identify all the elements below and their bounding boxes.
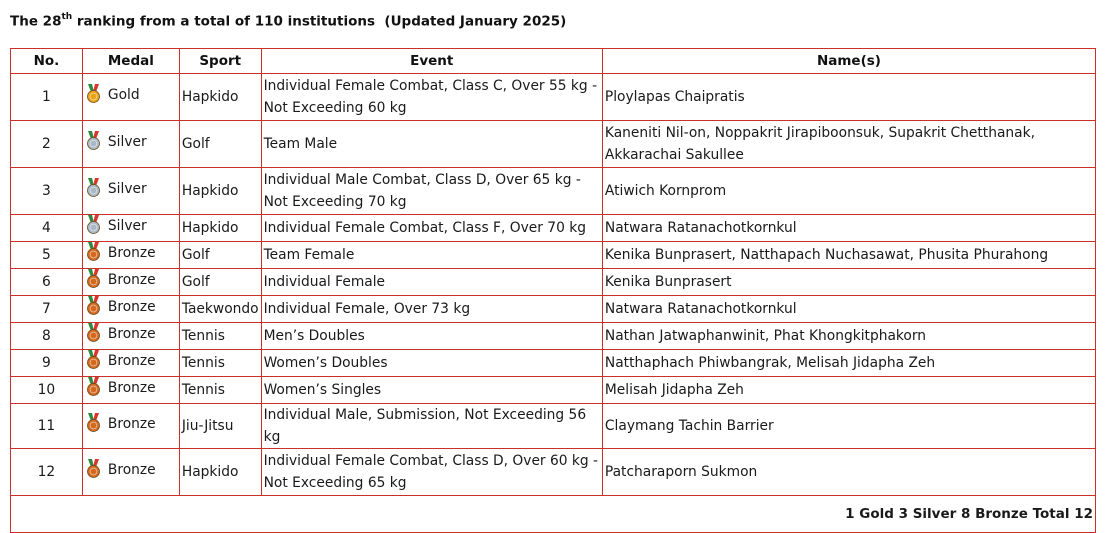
sport-cell: Hapkido [179, 449, 261, 496]
row-number: 12 [11, 449, 83, 496]
row-number: 3 [11, 168, 83, 215]
title-ordinal-suffix: th [61, 12, 73, 22]
column-header-event: Event [261, 49, 602, 74]
medal-label: Silver [107, 181, 147, 197]
names-cell: Natthaphach Phiwbangrak, Melisah Jidapha Zeh [602, 350, 1095, 377]
sport-cell: Jiu-Jitsu [179, 404, 261, 449]
row-number: 5 [11, 242, 83, 269]
medal-cell [82, 74, 179, 121]
event-cell: Individual Male, Submission, Not Exceeding 56 kg [261, 404, 602, 449]
medal-cell [82, 242, 179, 269]
medal-cell [82, 121, 179, 168]
sport-cell: Golf [179, 121, 261, 168]
medal-label: Bronze [107, 245, 156, 261]
medal-cell [82, 404, 179, 449]
names-cell: Kaneniti Nil-on, Noppakrit Jirapiboonsuk, Supakrit Chetthanak, Akkarachai Sakullee [602, 121, 1095, 168]
names-cell: Kenika Bunprasert [602, 269, 1095, 296]
totals-row [11, 496, 1096, 533]
event-cell: Team Female [261, 242, 602, 269]
bronze-medal-icon [85, 377, 102, 403]
sport-cell: Tennis [179, 377, 261, 404]
silver-medal-icon [85, 131, 102, 157]
column-header-medal: Medal [82, 49, 179, 74]
medal-cell [82, 350, 179, 377]
column-header-no: No. [11, 49, 83, 74]
table-row [11, 269, 1096, 296]
bronze-medal-icon [85, 269, 102, 295]
medal-label: Bronze [107, 380, 156, 396]
medal-table [10, 48, 1096, 533]
table-row [11, 215, 1096, 242]
medal-label: Silver [107, 134, 147, 150]
table-row [11, 296, 1096, 323]
medal-label: Silver [107, 218, 147, 234]
table-row [11, 242, 1096, 269]
title-text-rest: ranking from a total of 110 institutions (Updated January 2025) [72, 13, 567, 30]
bronze-medal-icon [85, 413, 102, 439]
bronze-medal-icon [85, 350, 102, 376]
column-header-names: Name(s) [602, 49, 1095, 74]
header-row [11, 49, 1096, 74]
sport-cell: Golf [179, 269, 261, 296]
names-cell: Melisah Jidapha Zeh [602, 377, 1095, 404]
sport-cell: Hapkido [179, 215, 261, 242]
table-row [11, 377, 1096, 404]
event-cell: Men’s Doubles [261, 323, 602, 350]
medal-cell [82, 168, 179, 215]
row-number: 10 [11, 377, 83, 404]
names-cell: Atiwich Kornprom [602, 168, 1095, 215]
row-number: 4 [11, 215, 83, 242]
table-row [11, 350, 1096, 377]
table-row [11, 449, 1096, 496]
medal-cell [82, 269, 179, 296]
medal-cell [82, 377, 179, 404]
bronze-medal-icon [85, 323, 102, 349]
row-number: 8 [11, 323, 83, 350]
sport-cell: Tennis [179, 350, 261, 377]
table-row [11, 168, 1096, 215]
medal-label: Bronze [107, 299, 156, 315]
silver-medal-icon [85, 215, 102, 241]
sport-cell: Hapkido [179, 74, 261, 121]
title-text: The 28 [10, 13, 62, 30]
medal-label: Gold [107, 87, 140, 103]
medal-cell [82, 296, 179, 323]
column-header-sport: Sport [179, 49, 261, 74]
names-cell: Natwara Ratanachotkornkul [602, 296, 1095, 323]
sport-cell: Hapkido [179, 168, 261, 215]
sport-cell: Taekwondo [179, 296, 261, 323]
row-number: 11 [11, 404, 83, 449]
event-cell: Women’s Doubles [261, 350, 602, 377]
bronze-medal-icon [85, 459, 102, 485]
names-cell: Patcharaporn Sukmon [602, 449, 1095, 496]
row-number: 6 [11, 269, 83, 296]
event-cell: Individual Female, Over 73 kg [261, 296, 602, 323]
names-cell: Kenika Bunprasert, Natthapach Nuchasawat, Phusita Phurahong [602, 242, 1095, 269]
row-number: 2 [11, 121, 83, 168]
event-cell: Individual Female Combat, Class D, Over 60 kg - Not Exceeding 65 kg [261, 449, 602, 496]
table-row [11, 74, 1096, 121]
medal-label: Bronze [107, 462, 156, 478]
names-cell: Ploylapas Chaipratis [602, 74, 1095, 121]
table-row [11, 404, 1096, 449]
bronze-medal-icon [85, 296, 102, 322]
names-cell: Nathan Jatwaphanwinit, Phat Khongkitphakorn [602, 323, 1095, 350]
table-row [11, 121, 1096, 168]
bronze-medal-icon [85, 242, 102, 268]
medal-cell [82, 323, 179, 350]
names-cell: Claymang Tachin Barrier [602, 404, 1095, 449]
table-row [11, 323, 1096, 350]
names-cell: Natwara Ratanachotkornkul [602, 215, 1095, 242]
event-cell: Team Male [261, 121, 602, 168]
table-body [11, 74, 1096, 496]
medal-label: Bronze [107, 416, 156, 432]
medal-label: Bronze [107, 272, 156, 288]
row-number: 9 [11, 350, 83, 377]
medal-cell [82, 215, 179, 242]
event-cell: Individual Female Combat, Class F, Over 70 kg [261, 215, 602, 242]
event-cell: Individual Female Combat, Class C, Over 55 kg - Not Exceeding 60 kg [261, 74, 602, 121]
medal-label: Bronze [107, 353, 156, 369]
gold-medal-icon [85, 84, 102, 110]
medal-cell [82, 449, 179, 496]
medal-label: Bronze [107, 326, 156, 342]
row-number: 1 [11, 74, 83, 121]
row-number: 7 [11, 296, 83, 323]
sport-cell: Tennis [179, 323, 261, 350]
page-title [10, 13, 566, 30]
event-cell: Individual Female [261, 269, 602, 296]
event-cell: Women’s Singles [261, 377, 602, 404]
silver-medal-icon [85, 178, 102, 204]
medal-totals: 1 Gold 3 Silver 8 Bronze Total 12 [11, 496, 1096, 533]
event-cell: Individual Male Combat, Class D, Over 65 kg - Not Exceeding 70 kg [261, 168, 602, 215]
sport-cell: Golf [179, 242, 261, 269]
